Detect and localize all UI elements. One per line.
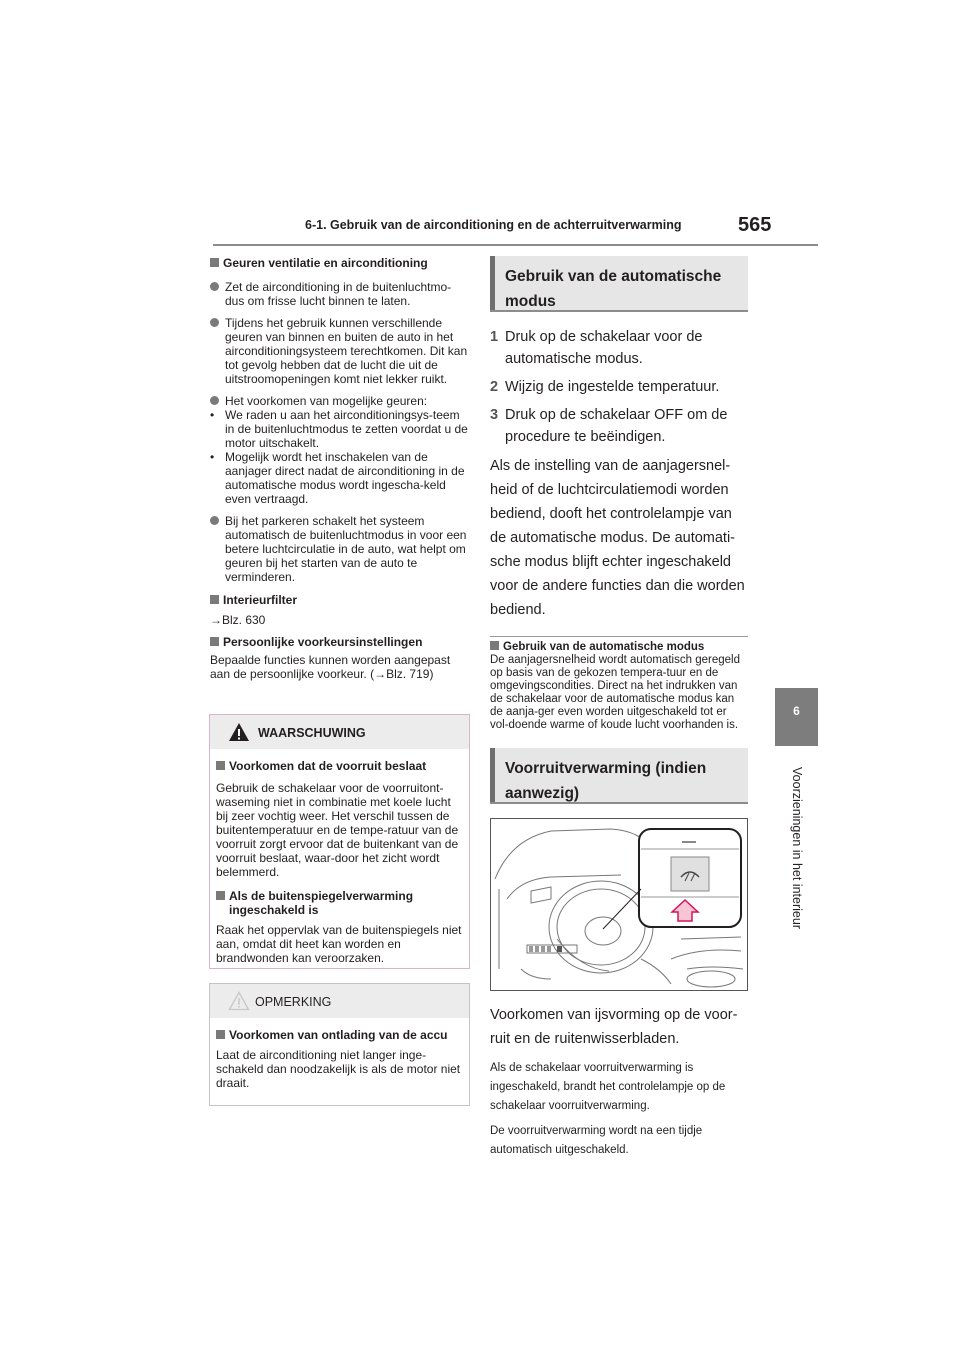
filter-reference: →Blz. 630 bbox=[210, 613, 266, 627]
left-column bbox=[210, 256, 468, 681]
prefs-heading: Persoonlijke voorkeursinstellingen bbox=[210, 635, 468, 649]
round-bullet-icon bbox=[210, 396, 219, 405]
filter-heading: Interieurfilter bbox=[210, 593, 468, 607]
odors-heading: Geuren ventilatie en airconditioning bbox=[210, 256, 468, 270]
auto-note-heading: Gebruik van de automatische modus bbox=[490, 641, 748, 654]
sub-list-item: • Mogelijk wordt het inschakelen van de aanjager direct nadat de airconditioning in de automatische modus wordt ingescha-keld even vertraagd. bbox=[210, 450, 465, 506]
list-item: Zet de airconditioning in de buitenluchtmo-dus om frisse lucht binnen te laten. bbox=[210, 280, 468, 308]
notice-heading: Voorkomen van ontlading van de accu bbox=[216, 1028, 463, 1042]
round-bullet-icon bbox=[210, 516, 219, 525]
notice-header bbox=[210, 984, 469, 1018]
warning-heading-2: Als de buitenspiegelverwarming ingeschakeld is bbox=[216, 889, 463, 917]
warning-header bbox=[210, 715, 469, 749]
defrost-heading: Voorruitverwarming (indien aanwezig) bbox=[490, 748, 748, 802]
warning-title: WAARSCHUWING bbox=[258, 726, 366, 740]
round-bullet-icon bbox=[210, 282, 219, 291]
warning-text-2: Raak het oppervlak van de buitenspiegels niet aan, omdat dit heet kan worden en brandwonden kan veroorzaken. bbox=[216, 923, 462, 965]
section-title: 6-1. Gebruik van de airconditioning en de achterruitverwarming bbox=[305, 218, 682, 232]
header-rule bbox=[213, 244, 818, 246]
chapter-title-vertical bbox=[788, 760, 806, 935]
round-bullet-icon bbox=[210, 318, 219, 327]
defrost-note-1: Als de schakelaar voorruitverwarming is ingeschakeld, brandt het controlelampje op de schakelaar voorruitverwarming. bbox=[490, 1062, 726, 1112]
warning-text-1: Gebruik de schakelaar voor de voorruitont-waseming niet in combinatie met koele lucht bij zeer vochtig weer. Het verschil tussen de buitentemperatuur en de tempe-ratuur van de voorruit zorgt ervoor dat de buitenkant van de voorruit beslaat, waar-door het zicht wordt belemmerd. bbox=[216, 781, 459, 879]
prefs-text: Bepaalde functies kunnen worden aangepast aan de persoonlijke voorkeur. (→Blz. 719) bbox=[210, 653, 451, 681]
right-column bbox=[490, 256, 748, 1160]
page-number: 565 bbox=[738, 214, 772, 236]
dashboard-drawing bbox=[491, 819, 747, 990]
list-item: Het voorkomen van mogelijke geuren: bbox=[210, 394, 468, 408]
square-bullet-icon bbox=[210, 595, 219, 604]
notice-box bbox=[209, 983, 470, 1106]
warning-triangle-icon bbox=[228, 722, 250, 742]
square-bullet-icon bbox=[210, 637, 219, 646]
auto-mode-body: Als de instelling van de aanjagersnel-heid of de luchtcirculatiemodi worden bediend, dooft het controlelampje van de automatische modus. De automati-sche modus blijft echter ingeschakeld voor de andere functies dan die worden bediend. bbox=[490, 458, 745, 618]
step-item: 1 Druk op de schakelaar voor de automatische modus. bbox=[490, 329, 703, 367]
list-item: Tijdens het gebruik kunnen verschillende geuren van binnen en buiten de auto in het airconditioningsysteem terechtkomen. Dit kan tot gevolg hebben dat de lucht die uit de uitstroomopeningen komt niet lekker ruikt. bbox=[210, 316, 468, 386]
defrost-body: Voorkomen van ijsvorming op de voor-ruit en de ruitenwisserbladen. bbox=[490, 1007, 738, 1047]
chapter-number: 6 bbox=[793, 704, 800, 718]
sub-list-item: • We raden u aan het airconditioningsys-teem in de buitenluchtmodus te zetten voordat u de motor uitschakelt. bbox=[210, 408, 468, 450]
step-item: 2 Wijzig de ingestelde temperatuur. bbox=[490, 379, 720, 395]
list-item: Bij het parkeren schakelt het systeem automatisch de buitenluchtmodus in voor een betere luchtcirculatie in de auto, wat helpt om geuren bij het starten van de auto te verminderen. bbox=[210, 514, 468, 584]
notice-triangle-icon bbox=[228, 991, 250, 1011]
notice-title: OPMERKING bbox=[255, 995, 332, 1009]
chapter-title: Voorzieningen in het interieur bbox=[790, 766, 804, 929]
chapter-tab bbox=[775, 688, 818, 746]
warning-box bbox=[209, 714, 470, 969]
defrost-note-2: De voorruitverwarming wordt na een tijdje automatisch uitgeschakeld. bbox=[490, 1125, 703, 1156]
step-item: 3 Druk op de schakelaar OFF om de procedure te beëindigen. bbox=[490, 407, 728, 445]
notice-text: Laat de airconditioning niet langer inge-schakeld dan noodzakelijk is als de motor niet draait. bbox=[216, 1048, 461, 1090]
dashboard-illustration bbox=[490, 818, 748, 991]
square-bullet-icon bbox=[210, 258, 219, 267]
auto-note-text: De aanjagersnelheid wordt automatisch geregeld op basis van de gekozen tempera-tuur en de omgevingscondities. Direct na het indrukken van de schakelaar voor de automatische modus kan de aanja-ger even worden uitgeschakeld tot er vol-doende warme of koude lucht voorhanden is. bbox=[490, 654, 740, 731]
auto-mode-heading: Gebruik van de automatische modus bbox=[490, 256, 748, 310]
warning-heading-1: Voorkomen dat de voorruit beslaat bbox=[216, 759, 463, 773]
